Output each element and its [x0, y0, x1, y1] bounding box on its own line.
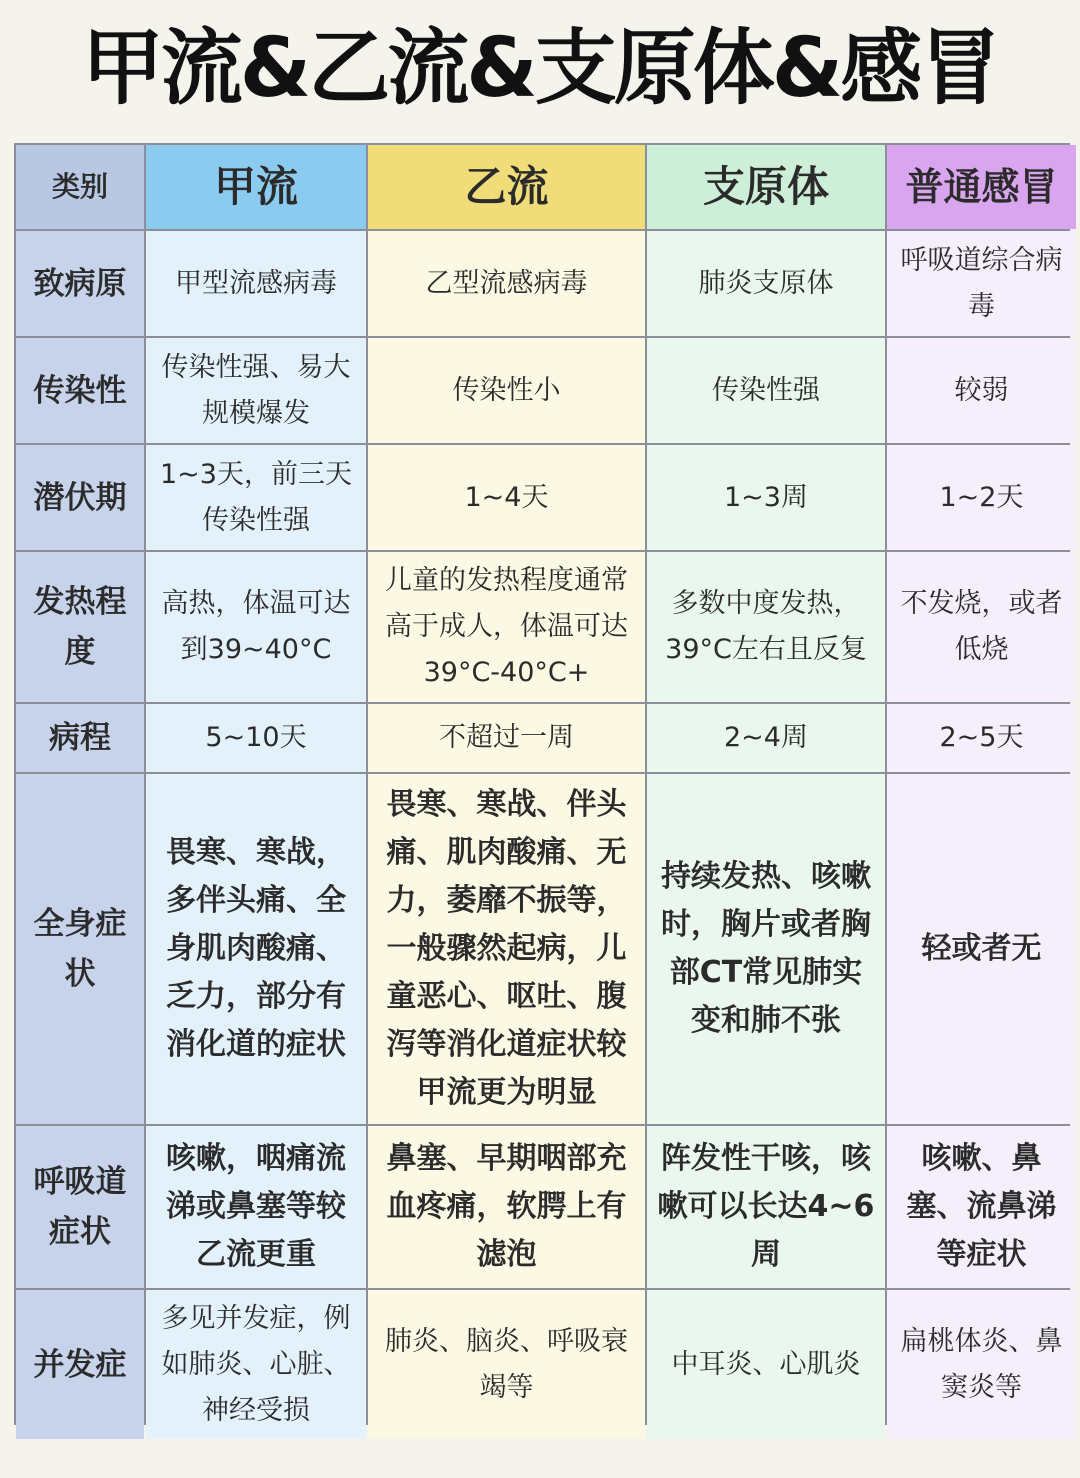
- table-cell: 5~10天: [146, 704, 366, 772]
- table-cell: 呼吸道综合病毒: [887, 231, 1076, 336]
- table-cell: 多数中度发热，39°C左右且反复: [647, 552, 885, 702]
- table-cell: 阵发性干咳，咳嗽可以长达4~6周: [647, 1126, 885, 1288]
- table-cell: 2~4周: [647, 704, 885, 772]
- table-cell: 甲型流感病毒: [146, 231, 366, 336]
- table-cell: 扁桃体炎、鼻窦炎等: [887, 1290, 1076, 1439]
- row-label-pathogen: 致病原: [16, 231, 144, 336]
- table-cell: 传染性小: [368, 338, 645, 443]
- table-cell: 儿童的发热程度通常高于成人，体温可达39°C-40°C+: [368, 552, 645, 702]
- table-cell: 传染性强、易大规模爆发: [146, 338, 366, 443]
- table-cell: 咳嗽，咽痛流涕或鼻塞等较乙流更重: [146, 1126, 366, 1288]
- row-label-contagiousness: 传染性: [16, 338, 144, 443]
- table-cell: 高热，体温可达到39~40°C: [146, 552, 366, 702]
- table-cell: 轻或者无: [887, 774, 1076, 1124]
- table-cell: 传染性强: [647, 338, 885, 443]
- table-cell: 乙型流感病毒: [368, 231, 645, 336]
- table-cell: 1~2天: [887, 445, 1076, 550]
- row-label-fever: 发热程度: [16, 552, 144, 702]
- row-label-duration: 病程: [16, 704, 144, 772]
- table-cell: 1~3天，前三天传染性强: [146, 445, 366, 550]
- table-cell: 不发烧，或者低烧: [887, 552, 1076, 702]
- table-cell: 咳嗽、鼻塞、流鼻涕等症状: [887, 1126, 1076, 1288]
- table-cell: 鼻塞、早期咽部充血疼痛，软腭上有滤泡: [368, 1126, 645, 1288]
- table-cell: 2~5天: [887, 704, 1076, 772]
- header-flu-b: 乙流: [368, 145, 645, 229]
- table-cell: 畏寒、寒战、伴头痛、肌肉酸痛、无力，萎靡不振等，一般骤然起病，儿童恶心、呕吐、腹泻等消化道症状较甲流更为明显: [368, 774, 645, 1124]
- header-common-cold: 普通感冒: [887, 145, 1076, 229]
- row-label-incubation: 潜伏期: [16, 445, 144, 550]
- table-cell: 1~4天: [368, 445, 645, 550]
- table-cell: 1~3周: [647, 445, 885, 550]
- table-cell: 中耳炎、心肌炎: [647, 1290, 885, 1439]
- table-cell: 较弱: [887, 338, 1076, 443]
- table-cell: 多见并发症，例如肺炎、心脏、神经受损: [146, 1290, 366, 1439]
- row-label-respiratory-symptoms: 呼吸道症状: [16, 1126, 144, 1288]
- header-flu-a: 甲流: [146, 145, 366, 229]
- table-cell: 不超过一周: [368, 704, 645, 772]
- page-title: 甲流&乙流&支原体&感冒: [81, 21, 999, 116]
- header-category: 类别: [16, 145, 144, 229]
- row-label-complications: 并发症: [16, 1290, 144, 1439]
- header-mycoplasma: 支原体: [647, 145, 885, 229]
- row-label-systemic-symptoms: 全身症状: [16, 774, 144, 1124]
- comparison-table: [14, 143, 1070, 1425]
- table-cell: 畏寒、寒战，多伴头痛、全身肌肉酸痛、乏力，部分有消化道的症状: [146, 774, 366, 1124]
- table-cell: 持续发热、咳嗽时，胸片或者胸部CT常见肺实变和肺不张: [647, 774, 885, 1124]
- table-cell: 肺炎支原体: [647, 231, 885, 336]
- table-cell: 肺炎、脑炎、呼吸衰竭等: [368, 1290, 645, 1439]
